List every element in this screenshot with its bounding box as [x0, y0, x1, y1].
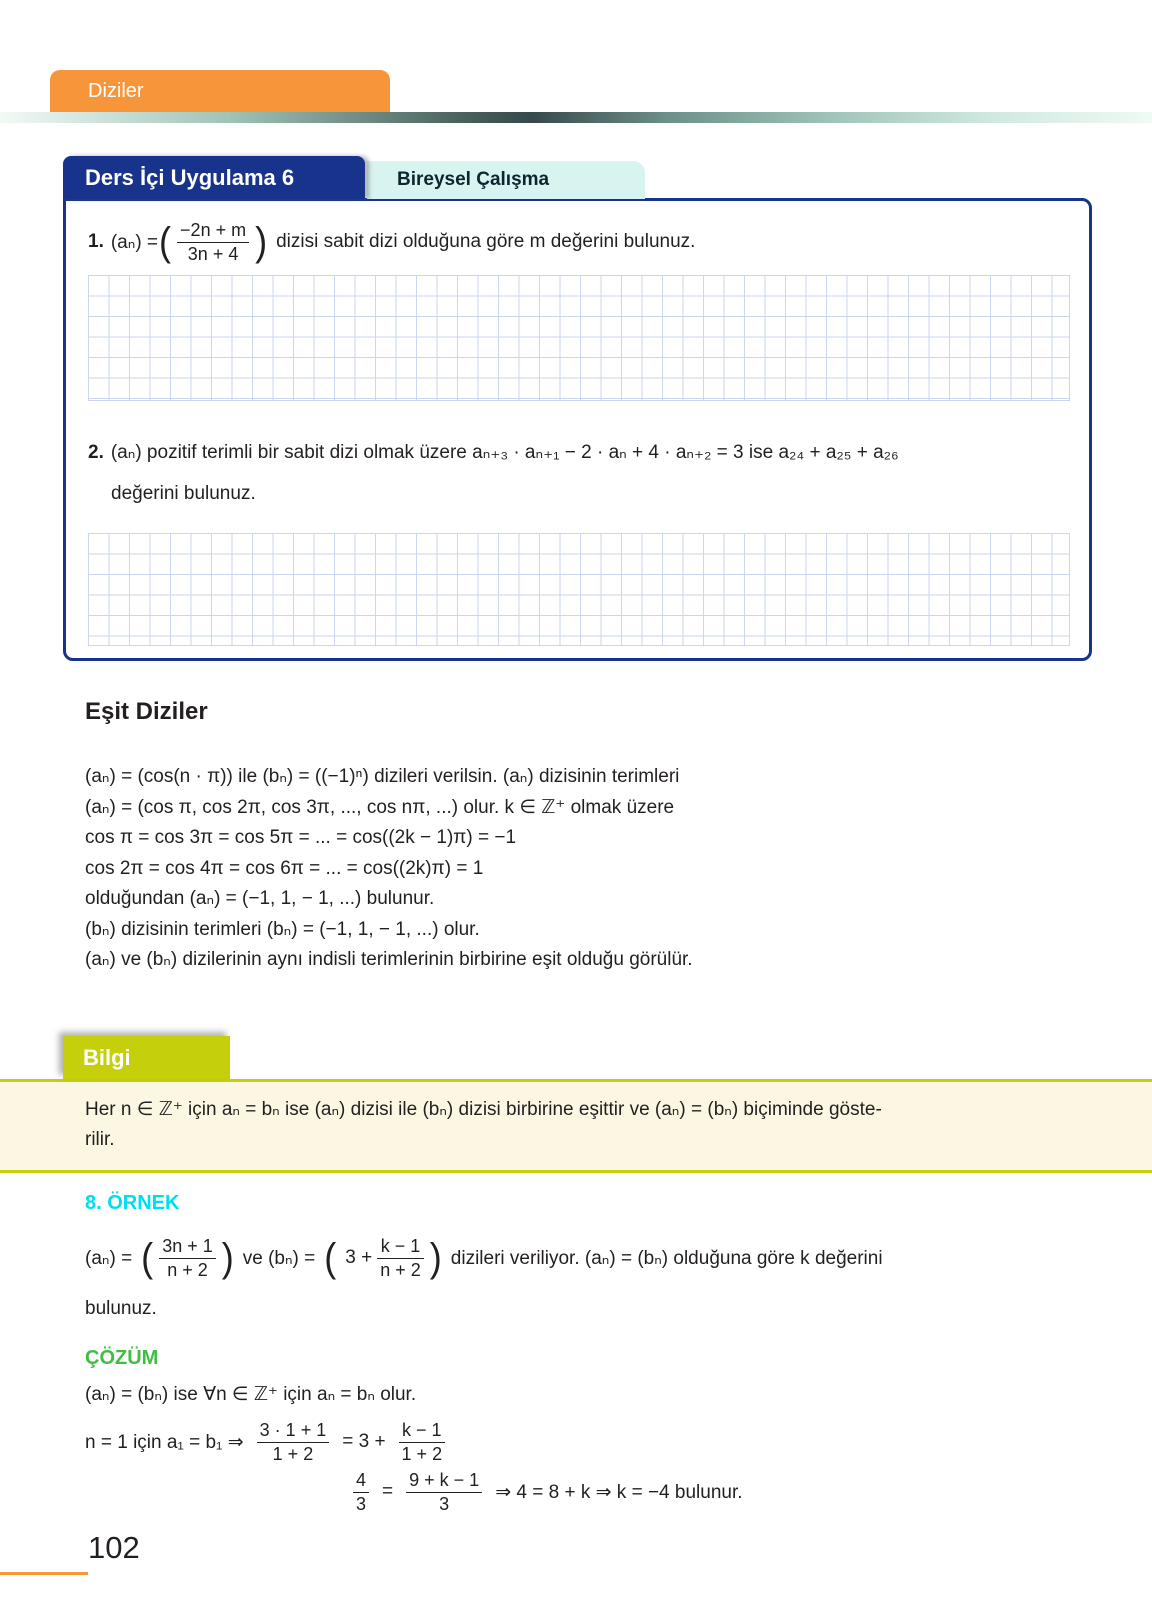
- answer-grid-paper-2: [88, 533, 1070, 646]
- bilgi-text-line1: Her n ∈ ℤ⁺ için aₙ = bₙ ise (aₙ) dizisi ile (bₙ) dizisi birbirine eşittir ve (aₙ) = (bₙ) biçiminde göste-: [85, 1099, 882, 1120]
- open-paren: (: [324, 1234, 337, 1280]
- section-paragraph: [85, 762, 1065, 976]
- example-tail: dizileri veriliyor. (aₙ) = (bₙ) olduğuna göre k değerini: [450, 1247, 883, 1269]
- solution-line2-lead: n = 1 için a₁ = b₁ ⇒: [85, 1431, 244, 1453]
- open-paren: (: [159, 218, 172, 264]
- fraction-numerator: 3 · 1 + 1: [259, 1420, 327, 1440]
- paragraph-line: (bₙ) dizisinin terimleri (bₙ) = (−1, 1, − 1, ...) olur.: [85, 918, 480, 940]
- question-1-lead: (aₙ) =: [110, 231, 159, 253]
- paragraph-line: cos 2π = cos 4π = cos 6π = ... = cos((2k)π) = 1: [85, 857, 484, 879]
- fraction-numerator: 9 + k − 1: [409, 1470, 480, 1490]
- example-statement: [85, 1226, 883, 1290]
- example-mid: ve (bₙ) =: [242, 1247, 316, 1269]
- solution-fraction-2: [399, 1419, 446, 1465]
- close-paren: ): [221, 1234, 234, 1280]
- worksheet-title: Ders İçi Uygulama 6: [85, 164, 295, 190]
- solution-line2-mid: = 3 +: [342, 1431, 386, 1452]
- example-fraction-2: [377, 1235, 424, 1281]
- fraction-denominator: 3: [406, 1492, 482, 1516]
- example-lead: (aₙ) =: [85, 1247, 133, 1269]
- fraction-denominator: 1 + 2: [399, 1442, 446, 1466]
- header-divider-bar: [0, 112, 1152, 123]
- worksheet-badge-tab: [367, 161, 645, 199]
- example-statement-line2: bulunuz.: [85, 1298, 157, 1319]
- solution-line-1: (aₙ) = (bₙ) ise ∀n ∈ ℤ⁺ için aₙ = bₙ olur.: [85, 1384, 417, 1405]
- bilgi-tab: [63, 1036, 230, 1079]
- example-fraction-1: [159, 1235, 216, 1281]
- paragraph-line: cos π = cos 3π = cos 5π = ... = cos((2k − 1)π) = −1: [85, 827, 517, 848]
- fraction-numerator: 3n + 1: [162, 1236, 213, 1256]
- close-paren: ): [255, 218, 268, 264]
- chapter-tab-label: Diziler: [88, 79, 144, 102]
- bilgi-text-line2: rilir.: [85, 1129, 115, 1150]
- solution-fraction-1: [257, 1419, 330, 1465]
- answer-grid-paper-1: [88, 275, 1070, 401]
- chapter-tab: [50, 70, 390, 112]
- question-2-line2: değerini bulunuz.: [111, 483, 256, 504]
- solution-fraction-3: [353, 1469, 369, 1515]
- solution-fraction-4: [406, 1469, 482, 1515]
- worksheet-card: [63, 198, 1092, 661]
- paragraph-line: (aₙ) = (cos π, cos 2π, cos 3π, ..., cos nπ, ...) olur. k ∈ ℤ⁺ olmak üzere: [85, 796, 675, 818]
- solution-line3-equals: =: [382, 1481, 394, 1502]
- fraction-denominator: n + 2: [377, 1258, 424, 1282]
- paragraph-line: olduğundan (aₙ) = (−1, 1, − 1, ...) bulunur.: [85, 888, 435, 909]
- worksheet-badge-label: Bireysel Çalışma: [397, 169, 550, 190]
- question-1: [88, 213, 695, 271]
- page-number: 102: [88, 1530, 140, 1565]
- fraction-denominator: 1 + 2: [257, 1442, 330, 1466]
- question-2: [88, 441, 899, 464]
- question-1-fraction: [177, 219, 249, 265]
- fraction-numerator: k − 1: [380, 1236, 421, 1256]
- worksheet-title-tab: [63, 156, 365, 199]
- solution-line-3: [348, 1462, 743, 1522]
- section-heading: Eşit Diziler: [85, 698, 208, 725]
- question-1-tail: dizisi sabit dizi olduğuna göre m değerini bulunuz.: [276, 231, 696, 252]
- example-three-plus: 3 +: [345, 1247, 373, 1268]
- fraction-numerator: −2n + m: [180, 220, 247, 240]
- close-paren: ): [429, 1234, 442, 1280]
- open-paren: (: [141, 1234, 154, 1280]
- fraction-denominator: 3n + 4: [177, 242, 249, 266]
- footer-rule: [0, 1572, 88, 1575]
- fraction-numerator: 4: [356, 1470, 367, 1490]
- question-1-number: 1.: [88, 231, 104, 252]
- question-2-line1: (aₙ) pozitif terimli bir sabit dizi olmak üzere aₙ₊₃ · aₙ₊₁ − 2 · aₙ + 4 · aₙ₊₂ = 3 ise a₂₄ + a₂₅ + a₂₆: [110, 442, 899, 463]
- paragraph-line: (aₙ) = (cos(n · π)) ile (bₙ) = ((−1)ⁿ) dizileri verilsin. (aₙ) dizisinin terimleri: [85, 766, 680, 787]
- solution-heading: ÇÖZÜM: [85, 1347, 159, 1369]
- fraction-denominator: 3: [353, 1492, 369, 1516]
- fraction-numerator: k − 1: [402, 1420, 442, 1440]
- question-2-number: 2.: [88, 441, 104, 463]
- bilgi-box: [0, 1079, 1152, 1173]
- solution-line3-tail: ⇒ 4 = 8 + k ⇒ k = −4 bulunur.: [495, 1481, 743, 1503]
- example-heading: 8. ÖRNEK: [85, 1192, 180, 1214]
- paragraph-line: (aₙ) ve (bₙ) dizilerinin aynı indisli terimlerinin birbirine eşit olduğu görülür.: [85, 949, 693, 970]
- fraction-denominator: n + 2: [159, 1258, 216, 1282]
- bilgi-tab-label: Bilgi: [83, 1044, 131, 1070]
